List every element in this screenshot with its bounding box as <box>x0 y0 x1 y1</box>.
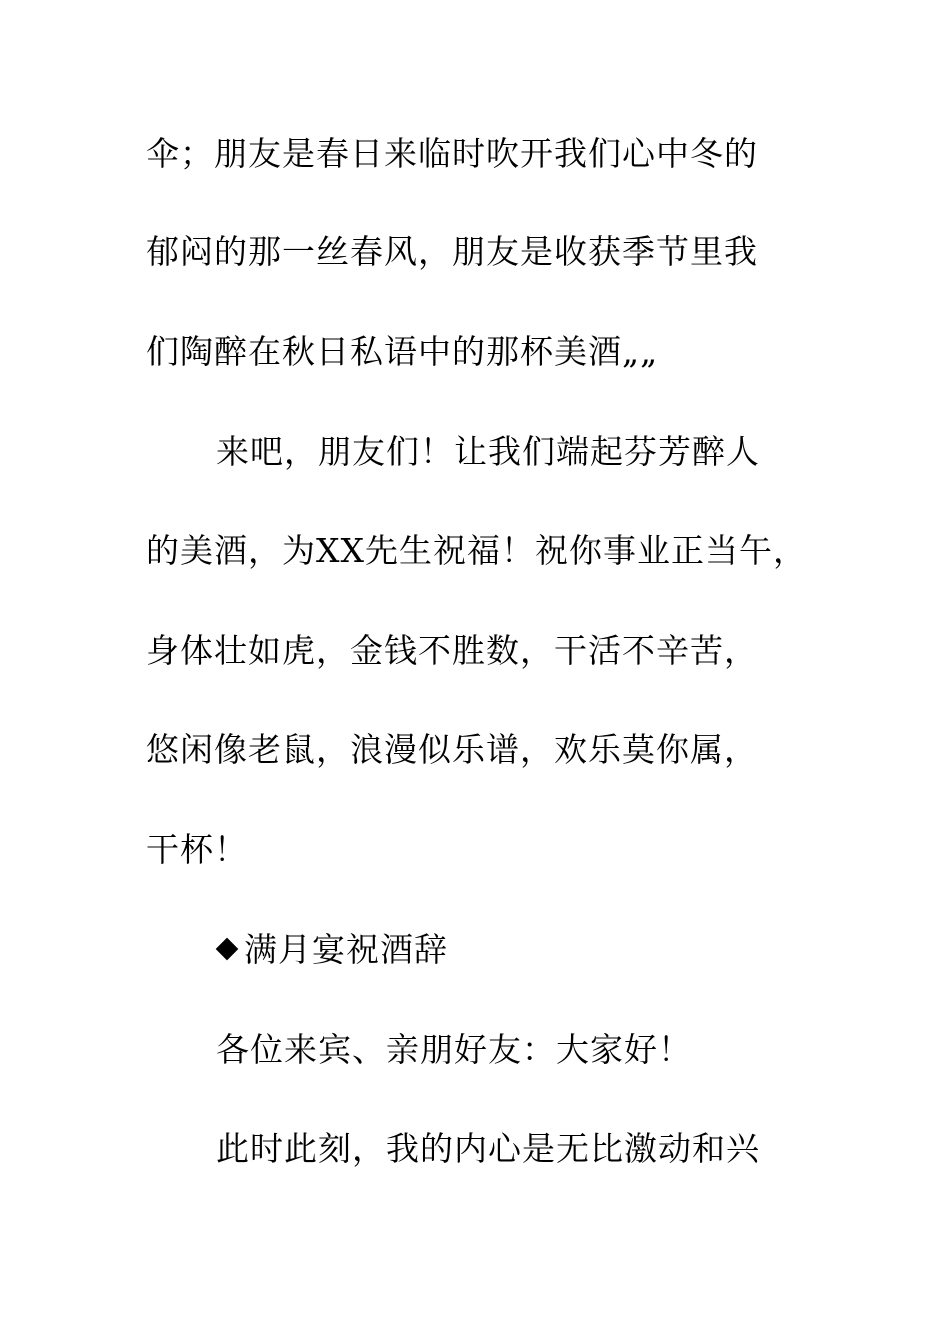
paragraph-line-3: 们陶醉在秋日私语中的那杯美酒„„ <box>146 332 659 371</box>
paragraph-line-7: 悠闲像老鼠，浪漫似乐谱，欢乐莫你属， <box>146 730 758 769</box>
paragraph-line-5: 的美酒，为XX先生祝福！祝你事业正当午， <box>146 531 807 570</box>
paragraph-line-2: 郁闷的那一丝春风，朋友是收获季节里我 <box>146 232 758 271</box>
section-heading-text: 满月宴祝酒辞 <box>244 930 448 969</box>
greeting-line: 各位来宾、亲朋好友：大家好！ <box>216 1030 692 1069</box>
paragraph-line-6: 身体壮如虎，金钱不胜数，干活不辛苦， <box>146 631 758 670</box>
paragraph-line-1: 伞；朋友是春日来临时吹开我们心中冬的 <box>146 134 758 173</box>
paragraph-line-8: 干杯！ <box>146 830 248 869</box>
diamond-bullet-icon <box>216 938 238 960</box>
section-heading <box>216 930 448 970</box>
paragraph-line-11: 此时此刻，我的内心是无比激动和兴 <box>216 1129 760 1168</box>
paragraph-line-4: 来吧，朋友们！让我们端起芬芳醉人 <box>216 432 760 471</box>
